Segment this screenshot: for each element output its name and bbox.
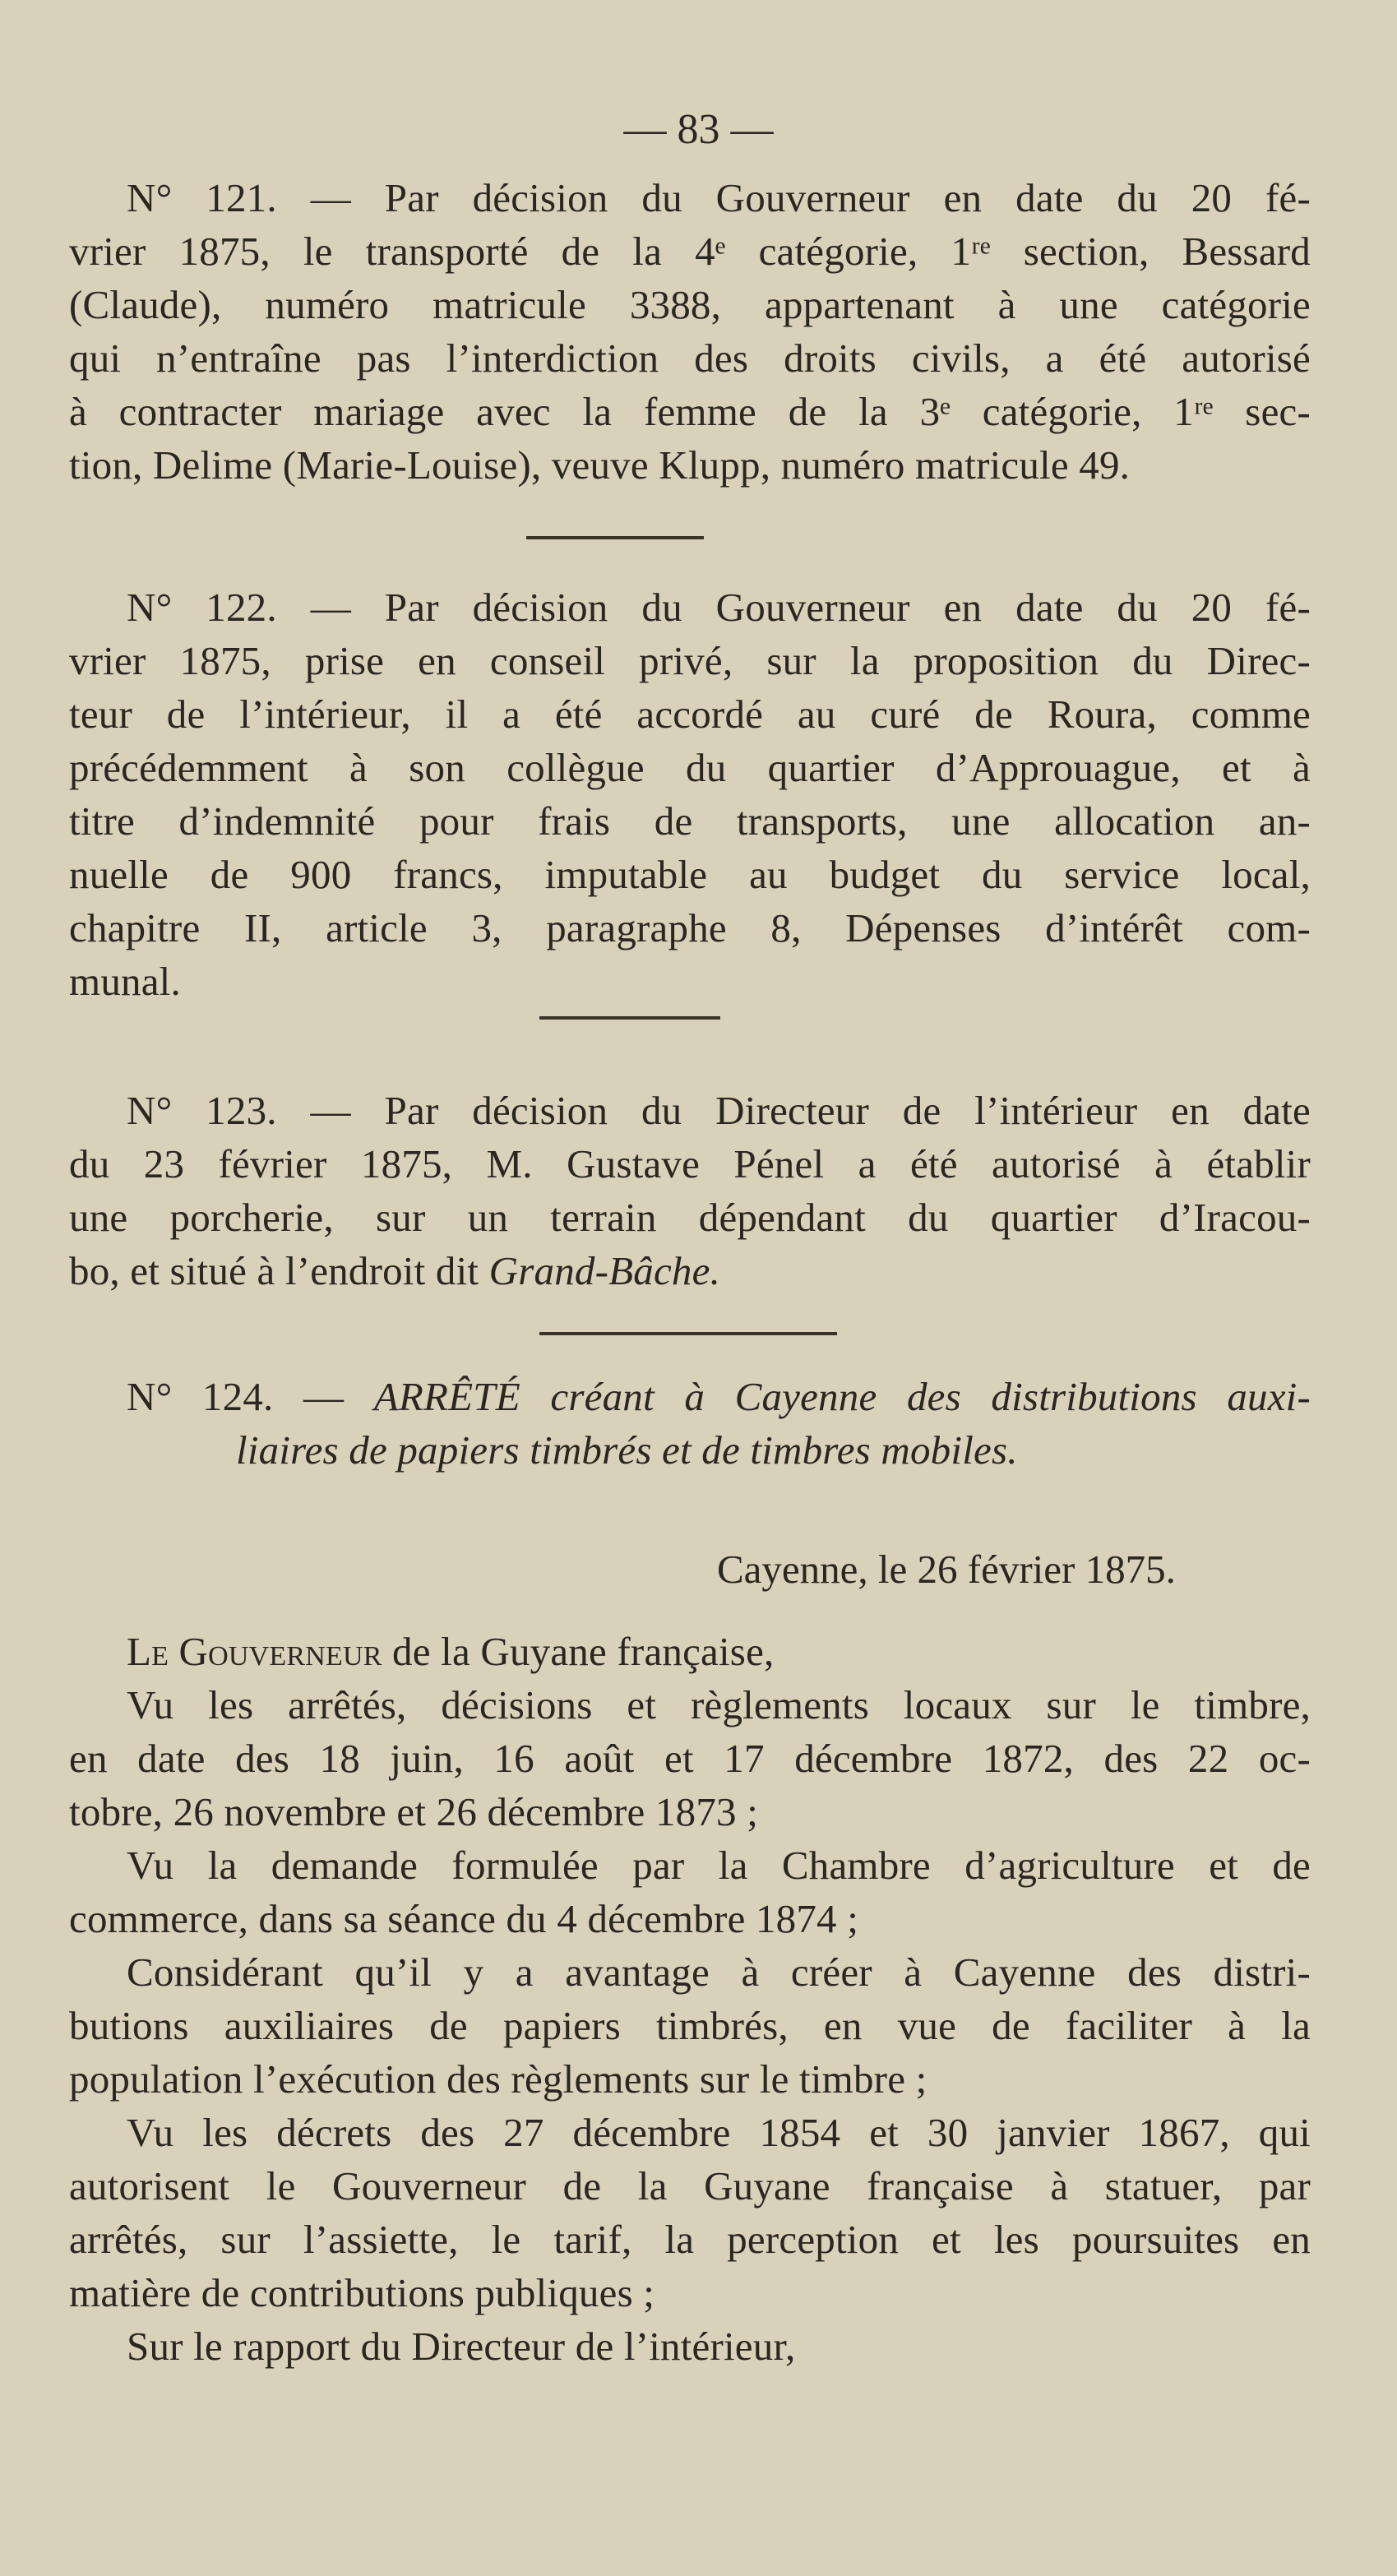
- decision-123: [69, 1084, 1311, 1297]
- text-line: à contracter mariage avec la femme de la 3ᵉ catégorie, 1ʳᵉ sec-: [69, 389, 1311, 434]
- text-line: Vu la demande formulée par la Chambre d’agriculture et de: [127, 1843, 1311, 1888]
- text-line: chapitre II, article 3, paragraphe 8, Dépenses d’intérêt com-: [69, 905, 1311, 950]
- text-line: munal.: [69, 959, 181, 1004]
- text-line: [69, 1370, 1311, 1423]
- text-line: autorisent le Gouverneur de la Guyane française à statuer, par: [69, 2163, 1311, 2208]
- text-line: nuelle de 900 francs, imputable au budget du service local,: [69, 852, 1311, 897]
- decision-121: [69, 171, 1311, 492]
- text-line: population l’exécution des règlements sur le timbre ;: [69, 2056, 927, 2102]
- text-line: vrier 1875, le transporté de la 4ᵉ catégorie, 1ʳᵉ section, Bessard: [69, 229, 1311, 274]
- text-line: une porcherie, sur un terrain dépendant du quartier d’Iracou-: [69, 1195, 1311, 1240]
- item-number: N° 124. —: [127, 1374, 374, 1419]
- text-line: N° 123. — Par décision du Directeur de l’intérieur en date: [127, 1088, 1311, 1133]
- text-line: précédemment à son collègue du quartier d’Approuague, et à: [69, 745, 1311, 790]
- governor-heading: Le Gouverneur: [127, 1629, 382, 1674]
- arrete-title: ARRÊTÉ créant à Cayenne des distributions auxi-: [373, 1374, 1311, 1419]
- section-divider: [526, 536, 704, 539]
- page-number: — 83 —: [623, 106, 774, 153]
- text-line: arrêtés, sur l’assiette, le tarif, la perception et les poursuites en: [69, 2217, 1311, 2262]
- place-name: Grand-Bâche.: [488, 1248, 721, 1293]
- arrete-title-continued: liaires de papiers timbrés et de timbres mobiles.: [236, 1427, 1018, 1473]
- text-line: N° 122. — Par décision du Gouverneur en date du 20 fé-: [127, 585, 1311, 630]
- text-line: Considérant qu’il y a avantage à créer à Cayenne des distri-: [127, 1949, 1311, 1995]
- text-line: vrier 1875, prise en conseil privé, sur la proposition du Direc-: [69, 638, 1311, 683]
- text-line: Vu les arrêtés, décisions et règlements locaux sur le timbre,: [127, 1682, 1311, 1727]
- text-line: butions auxiliaires de papiers timbrés, en vue de faciliter à la: [69, 2003, 1311, 2048]
- text-line: (Claude), numéro matricule 3388, appartenant à une catégorie: [69, 282, 1311, 327]
- text-line: N° 121. — Par décision du Gouverneur en date du 20 fé-: [127, 175, 1311, 220]
- arrete-124-body: [69, 1625, 1311, 2373]
- arrete-124-title: [69, 1370, 1311, 1477]
- text-line: [69, 1625, 1311, 1678]
- text-line: titre d’indemnité pour frais de transports, une allocation an-: [69, 798, 1311, 844]
- section-divider: [539, 1332, 837, 1335]
- date-line: Cayenne, le 26 février 1875.: [717, 1547, 1176, 1592]
- text-line: Vu les décrets des 27 décembre 1854 et 30 janvier 1867, qui: [127, 2110, 1311, 2155]
- text-line: Sur le rapport du Directeur de l’intérieur,: [127, 2324, 796, 2369]
- text-fragment: de la Guyane française,: [382, 1629, 775, 1674]
- text-line: en date des 18 juin, 16 août et 17 décembre 1872, des 22 oc-: [69, 1736, 1311, 1781]
- text-line: [69, 1244, 1311, 1297]
- text-line: tobre, 26 novembre et 26 décembre 1873 ;: [69, 1789, 759, 1834]
- decision-122: [69, 580, 1311, 1008]
- text-line: matière de contributions publiques ;: [69, 2270, 655, 2315]
- text-fragment: bo, et situé à l’endroit dit: [69, 1248, 489, 1293]
- section-divider: [539, 1016, 720, 1020]
- text-line: qui n’entraîne pas l’interdiction des droits civils, a été autorisé: [69, 335, 1311, 381]
- text-line: du 23 février 1875, M. Gustave Pénel a été autorisé à établir: [69, 1141, 1311, 1186]
- text-line: tion, Delime (Marie-Louise), veuve Klupp, numéro matricule 49.: [69, 442, 1131, 488]
- text-line: teur de l’intérieur, il a été accordé au curé de Roura, comme: [69, 691, 1311, 737]
- text-line: commerce, dans sa séance du 4 décembre 1874 ;: [69, 1896, 859, 1941]
